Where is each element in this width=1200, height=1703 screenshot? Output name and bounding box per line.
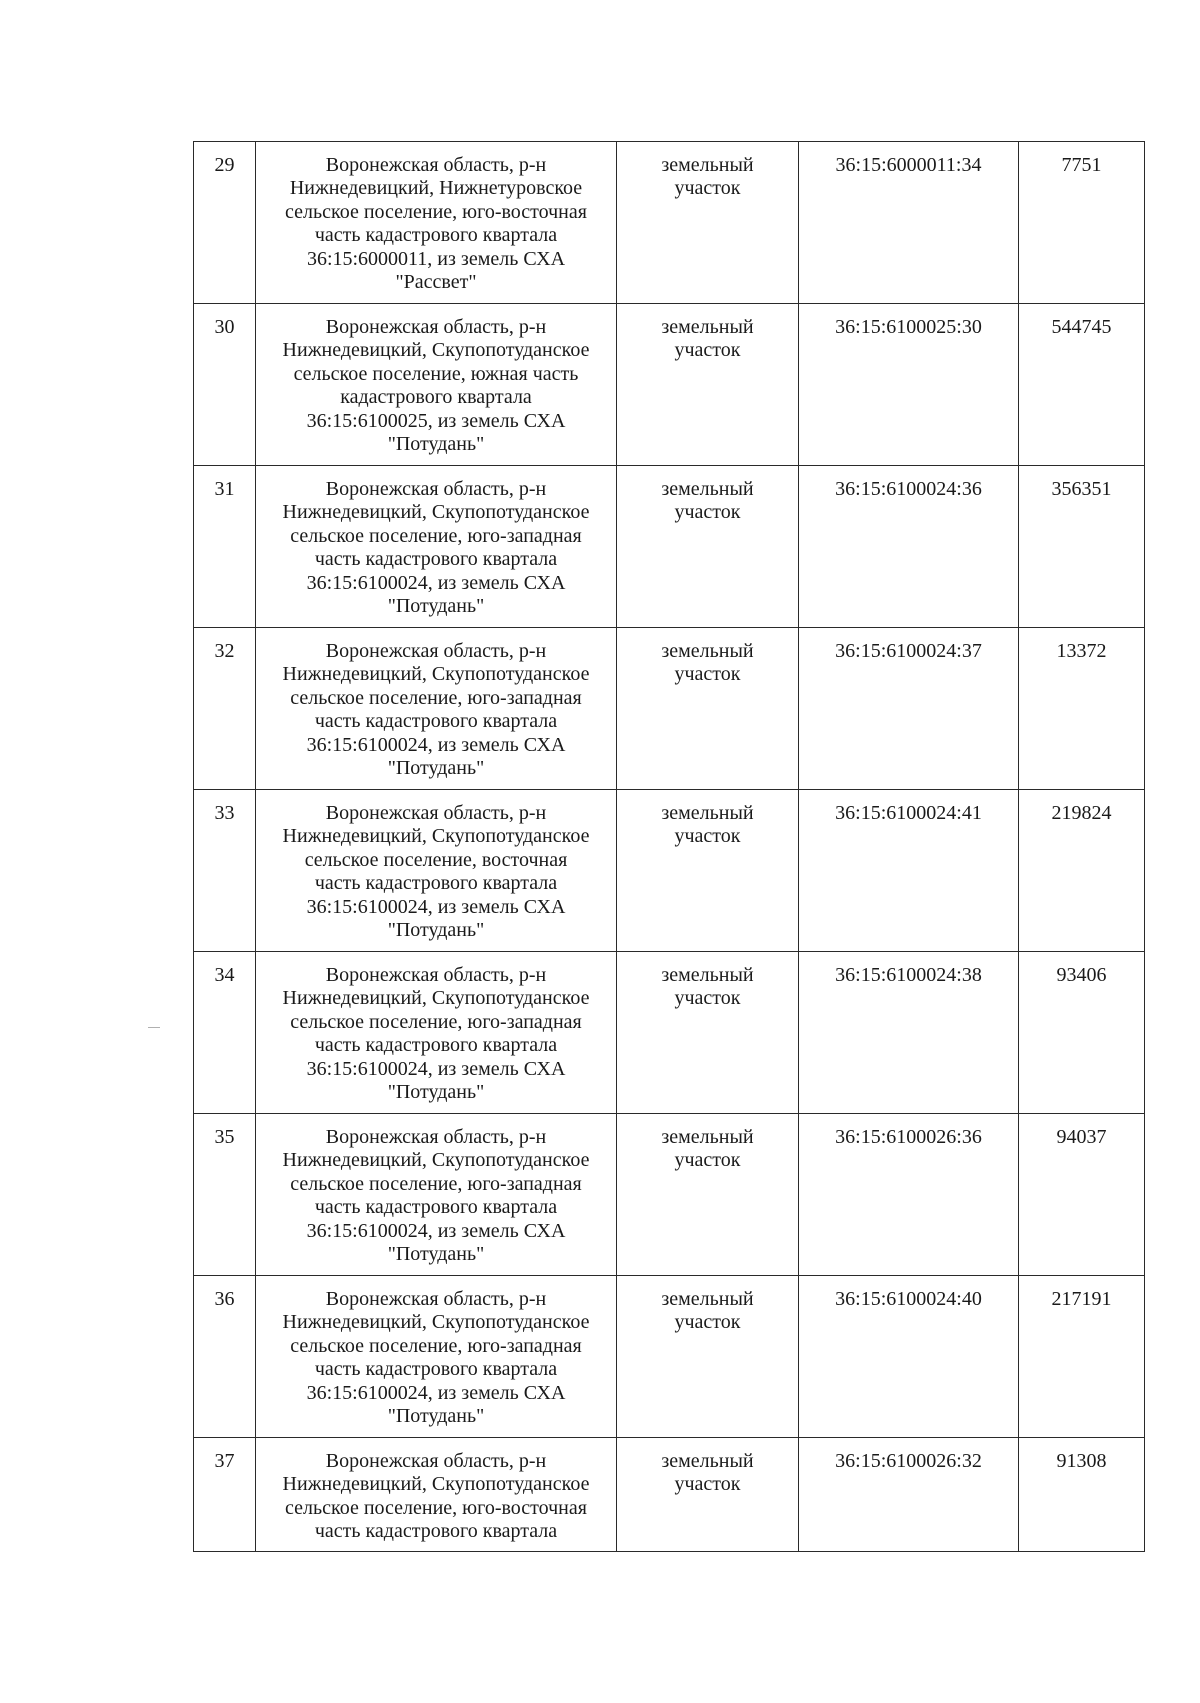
plot-address: [256, 142, 617, 304]
cadastral-number: 36:15:6100025:30: [799, 304, 1019, 466]
address-text: Воронежская область, р-н Нижнедевицкий, Скупопотуданское сельское поселение, юго-западная часть кадастрового квартала 36:15:6100024, из земель СХА "Потудань": [282, 964, 590, 1104]
plot-area: 13372: [1019, 628, 1145, 790]
cadastral-number: 36:15:6100026:36: [799, 1114, 1019, 1276]
cadastral-number: 36:15:6100024:36: [799, 466, 1019, 628]
cadastral-number: 36:15:6100024:37: [799, 628, 1019, 790]
type-text: земельный участок: [661, 1126, 754, 1172]
address-text: Воронежская область, р-н Нижнедевицкий, Скупопотуданское сельское поселение, восточная часть кадастрового квартала 36:15:6100024, из земель СХА "Потудань": [282, 802, 590, 942]
row-number: 30: [194, 304, 256, 466]
plot-area: 91308: [1019, 1438, 1145, 1552]
plot-area: 93406: [1019, 952, 1145, 1114]
address-text: Воронежская область, р-н Нижнедевицкий, Скупопотуданское сельское поселение, юго-западная часть кадастрового квартала 36:15:6100024, из земель СХА "Потудань": [282, 1126, 590, 1266]
plot-address: [256, 304, 617, 466]
land-plots-table: [193, 141, 1145, 1552]
address-text: Воронежская область, р-н Нижнедевицкий, Скупопотуданское сельское поселение, южная часть кадастрового квартала 36:15:6100025, из земель СХА "Потудань": [282, 316, 590, 456]
table-row: [194, 1438, 1145, 1552]
margin-tick-mark: [148, 1027, 160, 1028]
plot-area: 356351: [1019, 466, 1145, 628]
plot-address: [256, 1438, 617, 1552]
table-row: [194, 1114, 1145, 1276]
type-text: земельный участок: [661, 964, 754, 1010]
plot-type: [617, 1438, 799, 1552]
cadastral-number: 36:15:6100024:38: [799, 952, 1019, 1114]
plot-address: [256, 628, 617, 790]
plot-area: 7751: [1019, 142, 1145, 304]
plot-address: [256, 466, 617, 628]
table-row: [194, 790, 1145, 952]
type-text: земельный участок: [661, 478, 754, 524]
table-row: [194, 304, 1145, 466]
table-body: [194, 142, 1145, 1552]
table-row: [194, 1276, 1145, 1438]
table-row: [194, 142, 1145, 304]
plot-address: [256, 1114, 617, 1276]
plot-type: [617, 1276, 799, 1438]
plot-area: 544745: [1019, 304, 1145, 466]
plot-type: [617, 466, 799, 628]
plot-area: 219824: [1019, 790, 1145, 952]
type-text: земельный участок: [661, 154, 754, 200]
row-number: 35: [194, 1114, 256, 1276]
row-number: 36: [194, 1276, 256, 1438]
plot-address: [256, 1276, 617, 1438]
plot-type: [617, 1114, 799, 1276]
plot-address: [256, 790, 617, 952]
type-text: земельный участок: [661, 802, 754, 848]
row-number: 34: [194, 952, 256, 1114]
address-text: Воронежская область, р-н Нижнедевицкий, Скупопотуданское сельское поселение, юго-восточная часть кадастрового квартала: [282, 1450, 590, 1543]
plot-type: [617, 952, 799, 1114]
cadastral-number: 36:15:6100026:32: [799, 1438, 1019, 1552]
table-row: [194, 952, 1145, 1114]
table-row: [194, 628, 1145, 790]
address-text: Воронежская область, р-н Нижнедевицкий, Скупопотуданское сельское поселение, юго-западная часть кадастрового квартала 36:15:6100024, из земель СХА "Потудань": [282, 1288, 590, 1428]
plot-type: [617, 142, 799, 304]
type-text: земельный участок: [661, 1450, 754, 1496]
address-text: Воронежская область, р-н Нижнедевицкий, Нижнетуровское сельское поселение, юго-восточная часть кадастрового квартала 36:15:6000011, из земель СХА "Рассвет": [285, 154, 587, 294]
plot-area: 217191: [1019, 1276, 1145, 1438]
row-number: 31: [194, 466, 256, 628]
row-number: 32: [194, 628, 256, 790]
plot-type: [617, 628, 799, 790]
cadastral-number: 36:15:6100024:40: [799, 1276, 1019, 1438]
cadastral-number: 36:15:6000011:34: [799, 142, 1019, 304]
type-text: земельный участок: [661, 640, 754, 686]
row-number: 29: [194, 142, 256, 304]
plot-type: [617, 790, 799, 952]
type-text: земельный участок: [661, 316, 754, 362]
row-number: 37: [194, 1438, 256, 1552]
type-text: земельный участок: [661, 1288, 754, 1334]
plot-type: [617, 304, 799, 466]
table-row: [194, 466, 1145, 628]
row-number: 33: [194, 790, 256, 952]
address-text: Воронежская область, р-н Нижнедевицкий, Скупопотуданское сельское поселение, юго-западная часть кадастрового квартала 36:15:6100024, из земель СХА "Потудань": [282, 640, 590, 780]
plot-area: 94037: [1019, 1114, 1145, 1276]
cadastral-number: 36:15:6100024:41: [799, 790, 1019, 952]
address-text: Воронежская область, р-н Нижнедевицкий, Скупопотуданское сельское поселение, юго-западная часть кадастрового квартала 36:15:6100024, из земель СХА "Потудань": [282, 478, 590, 618]
plot-address: [256, 952, 617, 1114]
